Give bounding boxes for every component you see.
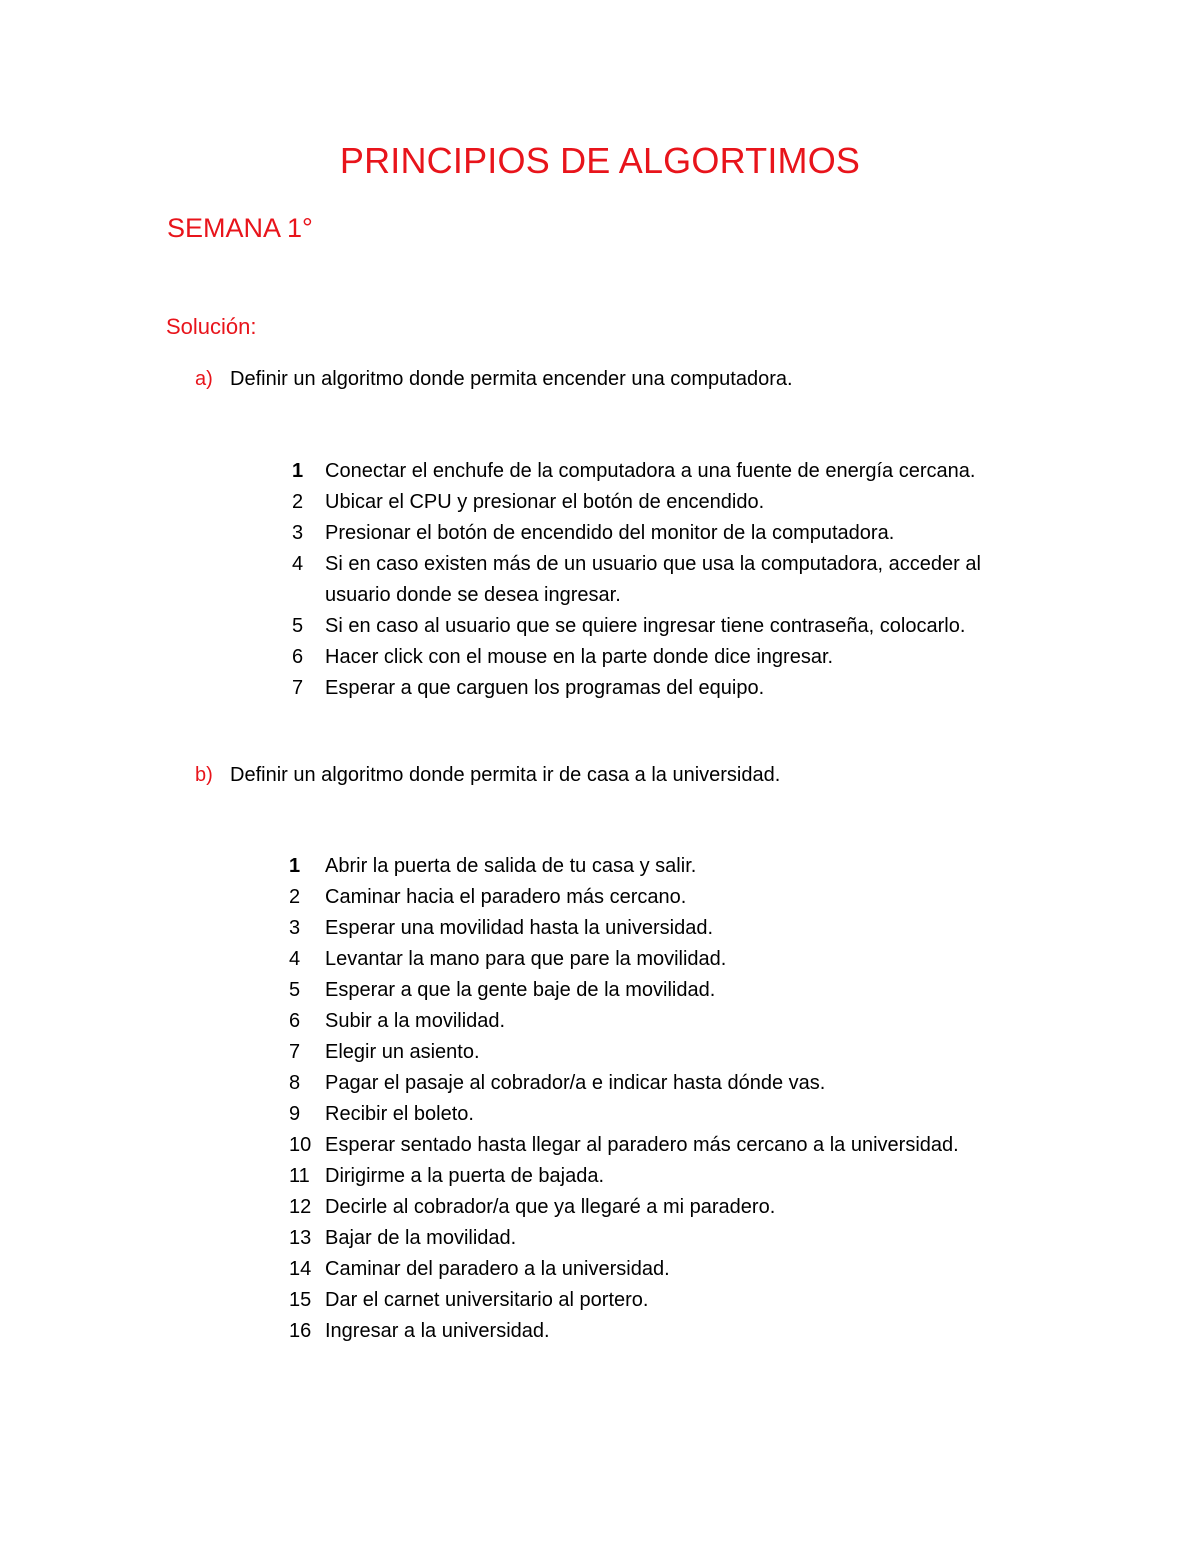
step-number: 10 <box>289 1134 312 1156</box>
step-number: 16 <box>289 1320 312 1342</box>
step-text: Pagar el pasaje al cobrador/a e indicar hasta dónde vas. <box>325 1072 826 1094</box>
list-item <box>289 1037 1049 1068</box>
list-item <box>289 1192 1049 1223</box>
step-text: Dirigirme a la puerta de bajada. <box>325 1165 605 1187</box>
list-item <box>289 1285 1049 1316</box>
list-item <box>292 611 1052 642</box>
list-item <box>292 549 1052 611</box>
step-number: 2 <box>289 886 301 908</box>
step-text: Subir a la movilidad. <box>325 1010 506 1032</box>
list-item <box>289 1130 1049 1161</box>
solution-heading: Solución: <box>166 314 257 339</box>
step-text: Esperar a que la gente baje de la movilidad. <box>325 979 716 1001</box>
step-text: Esperar una movilidad hasta la universidad. <box>325 917 713 939</box>
step-number: 6 <box>292 646 304 668</box>
week-heading: SEMANA 1° <box>167 213 313 243</box>
list-item <box>289 1254 1049 1285</box>
step-number: 13 <box>289 1227 312 1249</box>
list-item <box>292 673 1052 704</box>
list-item <box>289 1161 1049 1192</box>
step-text: Decirle al cobrador/a que ya llegaré a mi paradero. <box>325 1196 776 1218</box>
step-number: 1 <box>289 855 301 877</box>
step-number: 4 <box>292 553 304 575</box>
step-number: 15 <box>289 1289 312 1311</box>
steps-list-b <box>289 851 1049 1347</box>
question-a-text: Definir un algoritmo donde permita encender una computadora. <box>230 368 793 390</box>
question-b-text: Definir un algoritmo donde permita ir de casa a la universidad. <box>230 764 781 786</box>
list-item <box>289 944 1049 975</box>
step-text: Si en caso existen más de un usuario que usa la computadora, acceder al usuario donde se desea ingresar. <box>325 553 981 606</box>
step-text: Caminar hacia el paradero más cercano. <box>325 886 687 908</box>
step-text: Presionar el botón de encendido del monitor de la computadora. <box>325 522 895 544</box>
list-item <box>289 1316 1049 1347</box>
list-item <box>289 1068 1049 1099</box>
list-item <box>289 851 1049 882</box>
step-number: 3 <box>289 917 301 939</box>
question-a-label: a) <box>195 368 213 390</box>
step-number: 14 <box>289 1258 312 1280</box>
list-item <box>289 975 1049 1006</box>
step-text: Recibir el boleto. <box>325 1103 474 1125</box>
step-text: Elegir un asiento. <box>325 1041 480 1063</box>
step-number: 7 <box>292 677 304 699</box>
steps-list-a <box>292 456 1052 704</box>
step-text: Si en caso al usuario que se quiere ingresar tiene contraseña, colocarlo. <box>325 615 966 637</box>
step-number: 7 <box>289 1041 301 1063</box>
step-text: Abrir la puerta de salida de tu casa y salir. <box>325 855 697 877</box>
step-text: Esperar sentado hasta llegar al paradero más cercano a la universidad. <box>325 1134 959 1156</box>
list-item <box>289 1099 1049 1130</box>
step-text: Bajar de la movilidad. <box>325 1227 517 1249</box>
list-item <box>292 487 1052 518</box>
step-number: 5 <box>289 979 301 1001</box>
step-number: 5 <box>292 615 304 637</box>
step-text: Ubicar el CPU y presionar el botón de encendido. <box>325 491 765 513</box>
document-title: PRINCIPIOS DE ALGORTIMOS <box>339 140 861 181</box>
step-number: 8 <box>289 1072 301 1094</box>
step-number: 1 <box>292 460 304 482</box>
list-item <box>292 518 1052 549</box>
step-number: 12 <box>289 1196 312 1218</box>
step-text: Caminar del paradero a la universidad. <box>325 1258 670 1280</box>
step-text: Ingresar a la universidad. <box>325 1320 550 1342</box>
step-text: Conectar el enchufe de la computadora a una fuente de energía cercana. <box>325 460 976 482</box>
list-item <box>289 1223 1049 1254</box>
step-text: Dar el carnet universitario al portero. <box>325 1289 649 1311</box>
step-text: Levantar la mano para que pare la movilidad. <box>325 948 727 970</box>
step-number: 11 <box>289 1165 310 1187</box>
question-b-label: b) <box>195 764 213 786</box>
list-item <box>289 913 1049 944</box>
step-number: 9 <box>289 1103 301 1125</box>
step-text: Hacer click con el mouse en la parte donde dice ingresar. <box>325 646 834 668</box>
list-item <box>289 882 1049 913</box>
list-item <box>292 456 1052 487</box>
step-text: Esperar a que carguen los programas del equipo. <box>325 677 765 699</box>
step-number: 2 <box>292 491 304 513</box>
step-number: 3 <box>292 522 304 544</box>
list-item <box>289 1006 1049 1037</box>
list-item <box>292 642 1052 673</box>
step-number: 6 <box>289 1010 301 1032</box>
step-number: 4 <box>289 948 301 970</box>
